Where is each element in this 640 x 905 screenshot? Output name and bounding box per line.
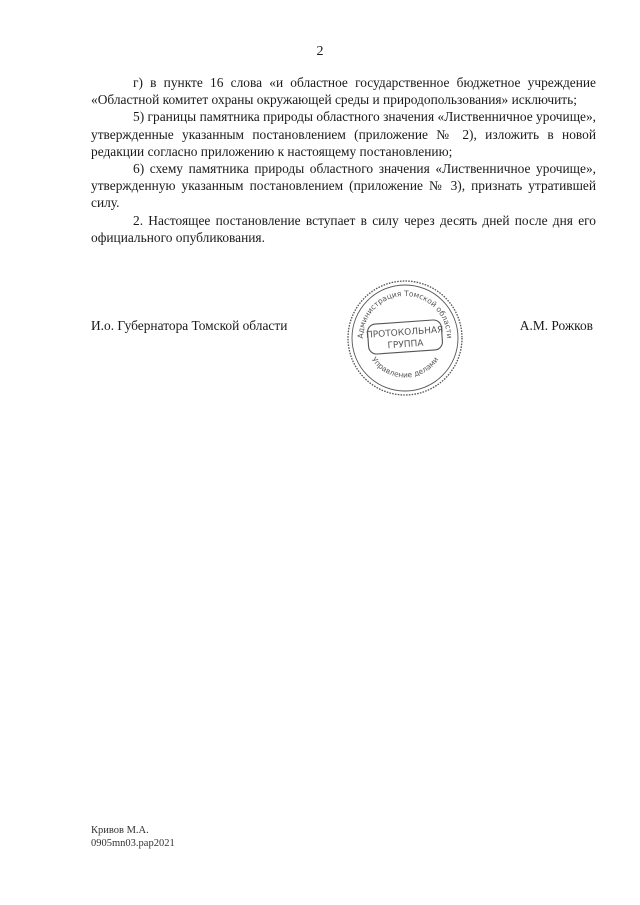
footer-author: Кривов М.А. [91,825,149,836]
official-stamp [345,278,465,398]
signatory-name: А.М. Рожков [519,318,593,333]
stamp-top-arc-text: Администрация Томской области [355,288,455,339]
footer [91,824,175,850]
document-body [91,74,596,246]
paragraph-item-6: 6) схему памятника природы областного значения «Лиственничное урочище», утвержденную указанным постановлением (приложение № 3), признать утратившей силу. [91,161,596,211]
page-number: 2 [316,44,324,59]
paragraph-clause-2: 2. Настоящее постановление вступает в силу через десять дней после дня его официального опубликования. [91,212,596,245]
stamp-center-line1: ПРОТОКОЛЬНАЯ [365,325,444,341]
paragraph-item-g: г) в пункте 16 слова «и областное государственное бюджетное учреждение «Областной комитет охраны окружающей среды и природопользования» исключить; [91,75,596,108]
signatory-position: И.о. Губернатора Томской области [91,318,288,333]
paragraph-item-5: 5) границы памятника природы областного значения «Лиственничное урочище», утвержденные указанным постановлением (приложение № 2), изложить в новой редакции согласно приложению к настоящему постановлению; [91,109,596,159]
footer-doc-code: 0905mn03.pap2021 [91,838,175,849]
stamp-bottom-arc-text: Управление делами [369,355,441,380]
stamp-center-line2: ГРУППА [387,338,424,352]
